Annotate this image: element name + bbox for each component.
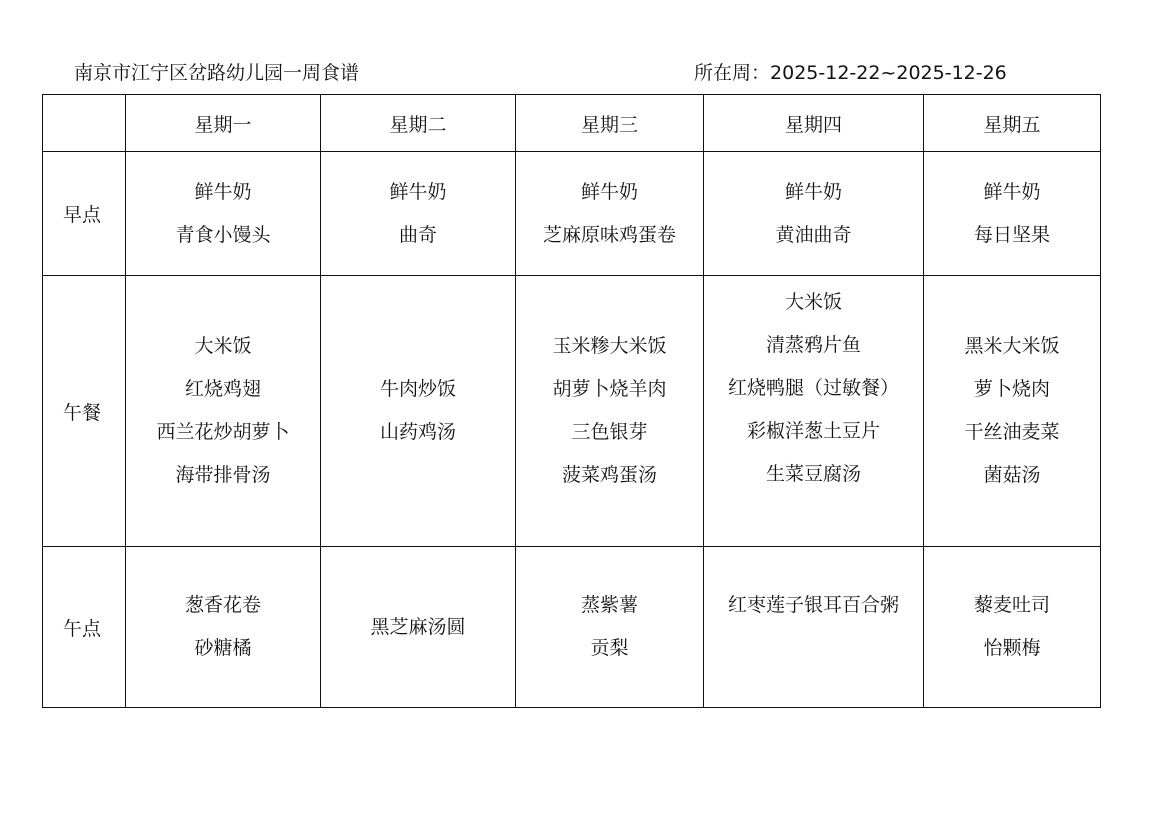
menu-item: 鲜牛奶 [389,180,447,203]
meal-label-breakfast: 早点 [43,152,126,276]
menu-item: 大米饭 [784,291,842,313]
menu-item: 藜麦吐司 [973,594,1050,616]
lunch-thu [704,276,924,547]
lunch-tue [321,276,516,547]
menu-item: 大米饭 [194,335,252,357]
breakfast-wed [516,152,704,276]
day-header-thu: 星期四 [704,95,924,152]
menu-item: 怡颗梅 [983,637,1041,659]
menu-item: 干丝油麦菜 [964,421,1060,443]
meal-label-lunch: 午餐 [43,276,126,547]
menu-item: 玉米糁大米饭 [552,335,667,357]
menu-item: 鲜牛奶 [194,180,252,203]
lunch-row [43,276,1101,547]
day-header-mon: 星期一 [126,95,321,152]
menu-item: 山药鸡汤 [379,421,456,443]
snack-thu [704,547,924,708]
menu-item: 每日坚果 [973,223,1050,246]
menu-item: 黑芝麻汤圆 [370,615,466,638]
breakfast-thu [704,152,924,276]
meal-label-snack: 午点 [43,547,126,708]
menu-item: 贡梨 [590,637,629,659]
snack-mon [126,547,321,708]
lunch-wed [516,276,704,547]
menu-item: 萝卜烧肉 [973,378,1050,400]
menu-item: 三色银芽 [571,421,648,443]
breakfast-mon [126,152,321,276]
menu-item: 西兰花炒胡萝卜 [156,421,290,443]
menu-item: 砂糖橘 [194,637,252,659]
menu-item: 菠菜鸡蛋汤 [561,464,657,486]
menu-item: 鲜牛奶 [983,180,1041,203]
week-dates: 2025-12-22~2025-12-26 [770,62,1007,84]
menu-item: 菌菇汤 [983,464,1041,486]
menu-item: 红烧鸡翅 [184,378,261,400]
menu-item: 胡萝卜烧羊肉 [552,378,667,400]
menu-title: 南京市江宁区岔路幼儿园一周食谱 [74,62,360,84]
menu-item: 彩椒洋葱土豆片 [746,420,880,442]
snack-wed [516,547,704,708]
day-header-row [43,95,1101,152]
menu-item: 鲜牛奶 [580,180,638,203]
day-header-wed: 星期三 [516,95,704,152]
menu-item: 曲奇 [398,223,437,246]
menu-item: 鲜牛奶 [784,180,842,203]
lunch-mon [126,276,321,547]
breakfast-row [43,152,1101,276]
snack-fri [924,547,1101,708]
breakfast-fri [924,152,1101,276]
menu-item: 葱香花卷 [184,594,261,616]
week-range [694,60,1007,86]
menu-item: 牛肉炒饭 [379,378,456,400]
corner-cell [43,95,126,152]
breakfast-tue [321,152,516,276]
snack-tue [321,547,516,708]
day-header-fri: 星期五 [924,95,1101,152]
day-header-tue: 星期二 [321,95,516,152]
week-label: 所在周： [694,62,771,84]
menu-item: 清蒸鸦片鱼 [765,334,861,356]
menu-item: 蒸紫薯 [580,594,638,616]
afternoon-snack-row [43,547,1101,708]
lunch-fri [924,276,1101,547]
menu-item: 青食小馒头 [175,223,271,246]
menu-item: 海带排骨汤 [175,464,271,486]
weekly-menu-table [42,94,1101,708]
menu-item: 生菜豆腐汤 [765,463,861,485]
menu-item: 红枣莲子银耳百合粥 [727,594,899,616]
menu-item: 芝麻原味鸡蛋卷 [542,223,676,246]
menu-item: 黄油曲奇 [775,223,852,246]
menu-item: 红烧鸭腿（过敏餐） [727,377,899,399]
menu-item: 黑米大米饭 [964,335,1060,357]
